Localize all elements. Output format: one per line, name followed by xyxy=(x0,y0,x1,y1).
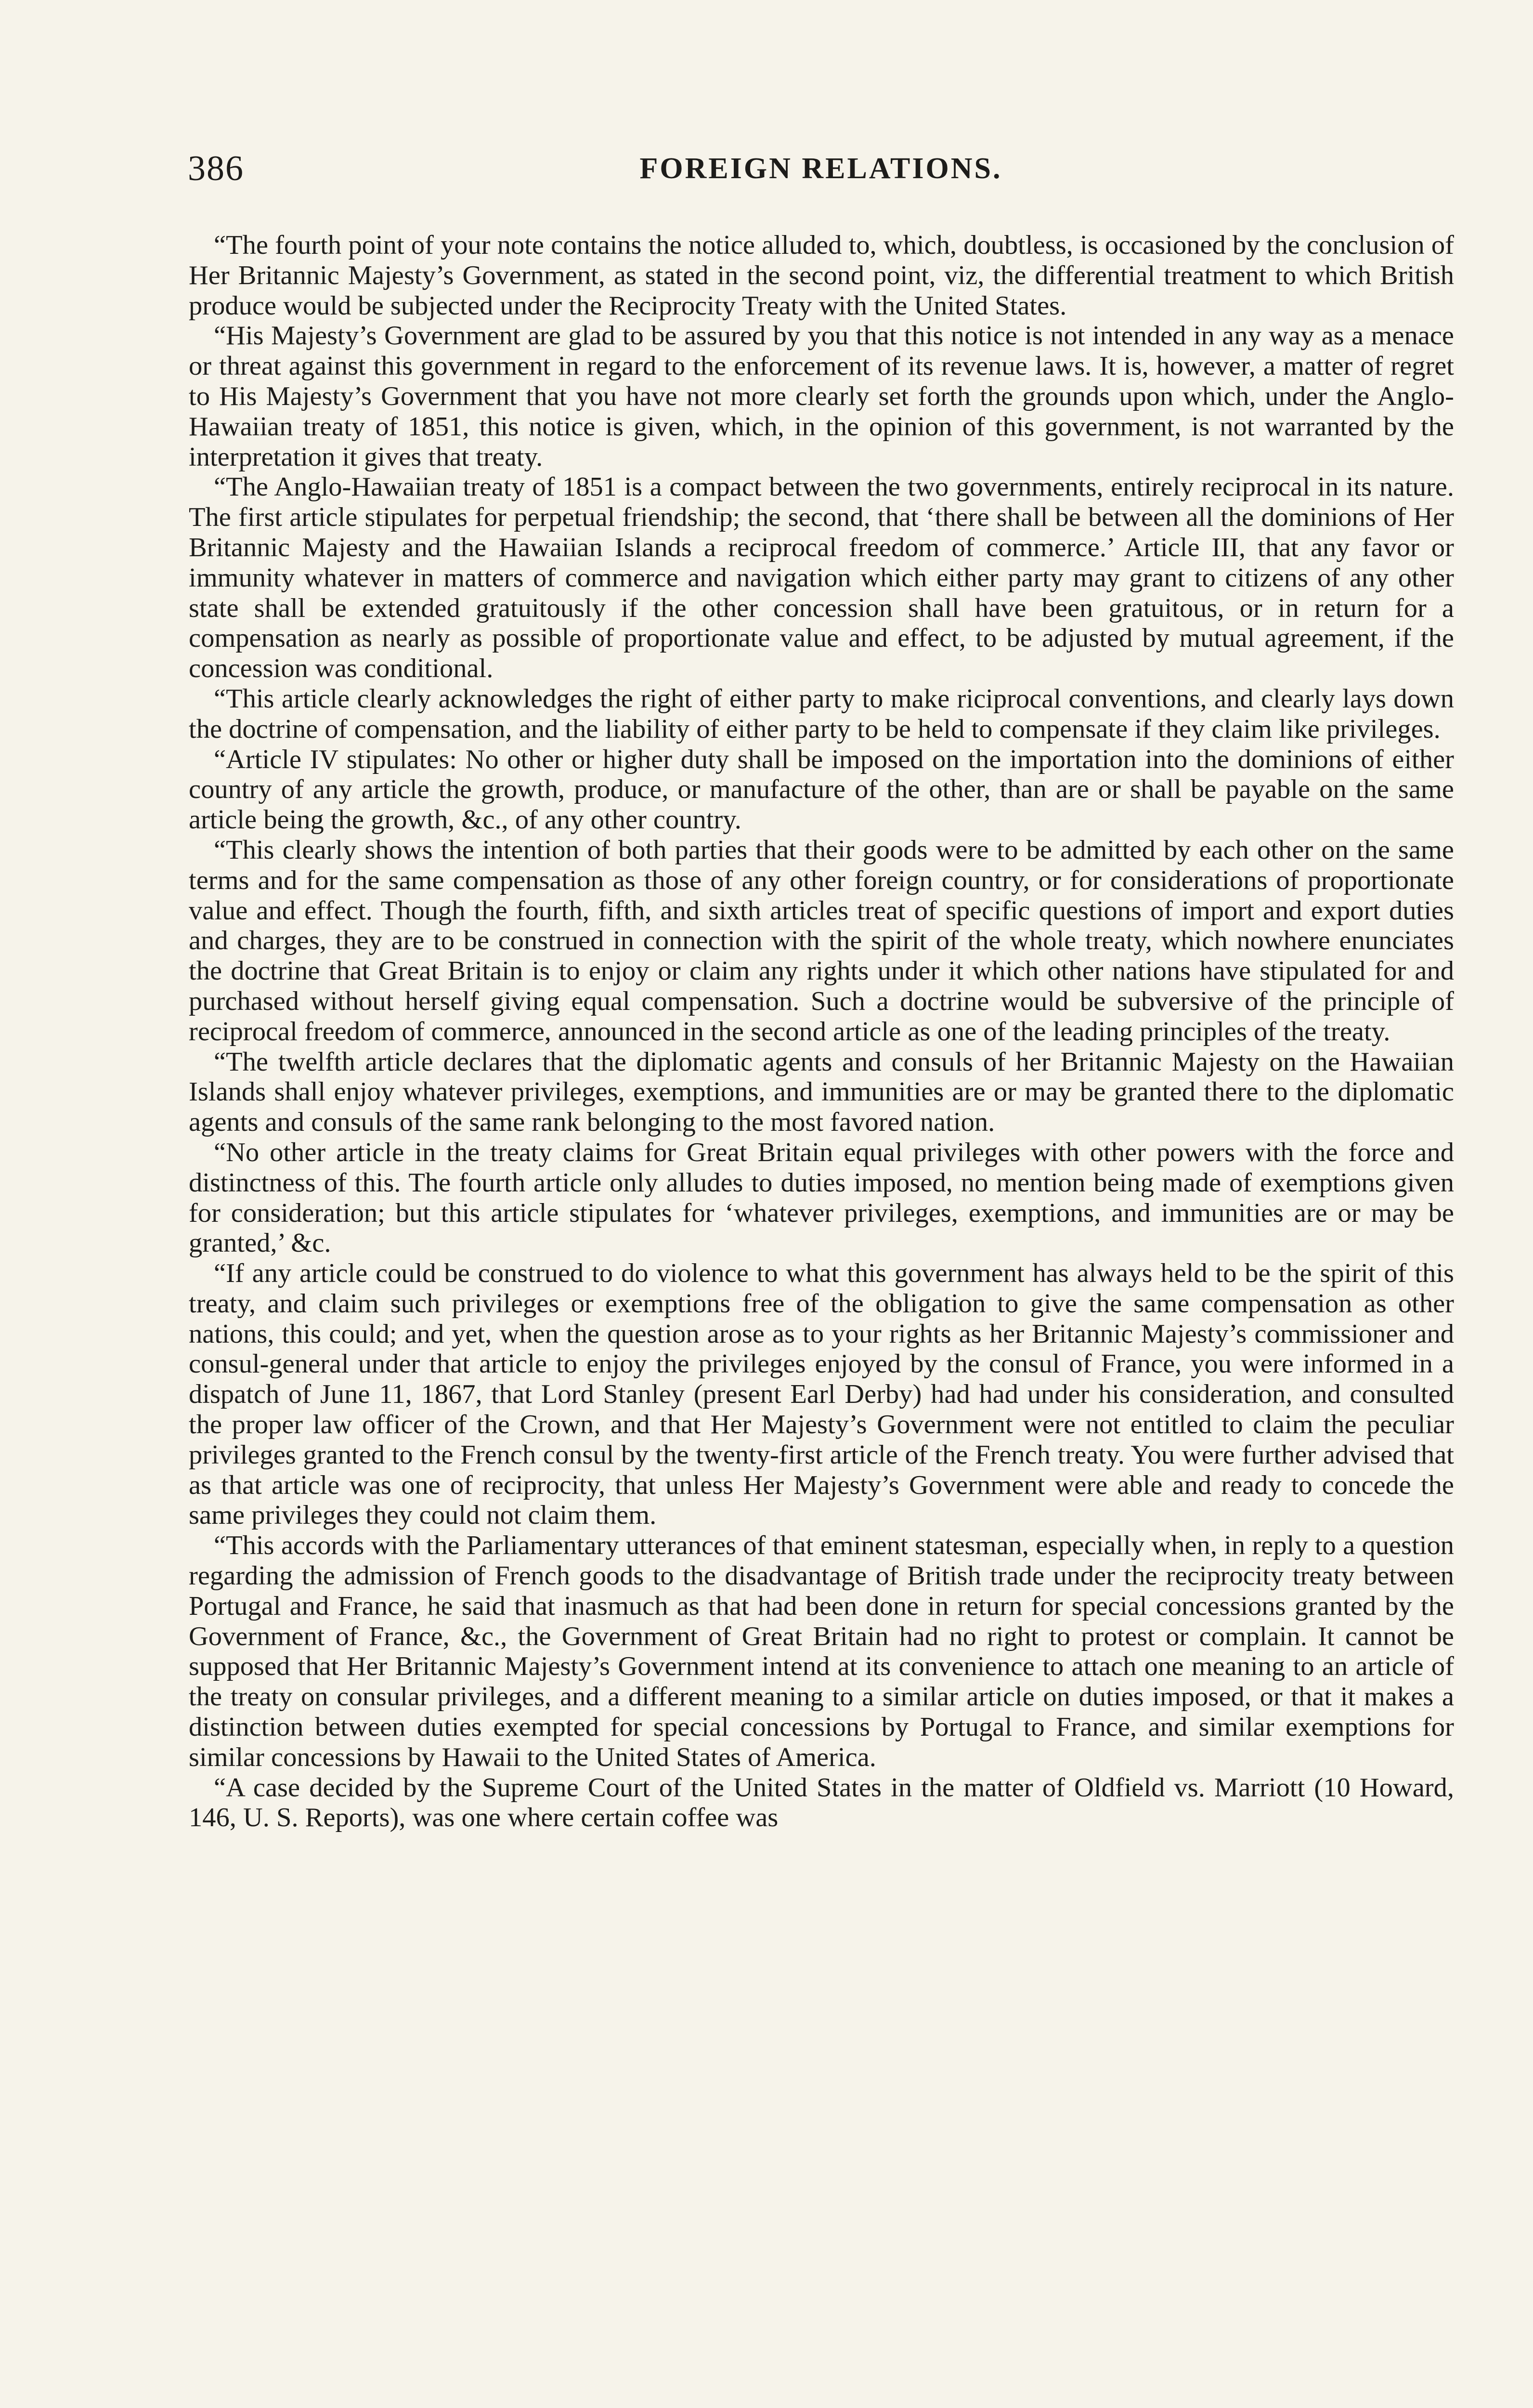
paragraph: “No other article in the treaty claims for Great Britain equal privileges with other powers with the force and distinctness of this. The fourth article only alludes to duties imposed, no mention being made of exemptions given for consideration; but this article stipulates for ‘whatever privileges, exemptions, and immunities are or may be granted,’ &c. xyxy=(189,1137,1454,1258)
paragraph: “This clearly shows the intention of both parties that their goods were to be admitted by each other on the same terms and for the same compensation as those of any other foreign country, or for considerations of proportionate value and effect. Though the fourth, fifth, and sixth articles treat of specific questions of import and export duties and charges, they are to be construed in connection with the spirit of the whole treaty, which nowhere enunciates the doctrine that Great Britain is to enjoy or claim any rights under it which other nations have stipulated for and purchased without herself giving equal compensation. Such a doctrine would be subversive of the principle of reciprocal freedom of commerce, announced in the second article as one of the leading principles of the treaty. xyxy=(189,835,1454,1047)
paragraph: “The Anglo-Hawaiian treaty of 1851 is a compact between the two governments, entirely reciprocal in its nature. The first article stipulates for perpetual friendship; the second, that ‘there shall be between all the dominions of Her Britannic Majesty and the Hawaiian Islands a reciprocal freedom of commerce.’ Article III, that any favor or immunity whatever in matters of commerce and navigation which either party may grant to citizens of any other state shall be extended gratuitously if the other concession shall have been gratuitous, or in return for a compensation as nearly as possible of proportionate value and effect, to be adjusted by mutual agreement, if the concession was conditional. xyxy=(189,472,1454,684)
paragraph: “The twelfth article declares that the diplomatic agents and consuls of her Britannic Majesty on the Hawaiian Islands shall enjoy whatever privileges, exemptions, and immunities are or may be granted there to the diplomatic agents and consuls of the same rank belonging to the most favored nation. xyxy=(189,1047,1454,1138)
running-title: FOREIGN RELATIONS. xyxy=(639,152,1002,185)
paragraph: “A case decided by the Supreme Court of the United States in the matter of Oldfield vs. Marriott (10 Howard, 146, U. S. Reports), was one where certain coffee was xyxy=(189,1772,1454,1833)
paragraph: “This accords with the Parliamentary utterances of that eminent statesman, especially when, in reply to a question regarding the admission of French goods to the disadvantage of British trade under the reciprocity treaty between Portugal and France, he said that inasmuch as that had been done in return for special concessions granted by the Government of France, &c., the Government of Great Britain had no right to protest or complain. It cannot be supposed that Her Britannic Majesty’s Government intend at its convenience to attach one meaning to an article of the treaty on consular privileges, and a different meaning to a similar article on duties imposed, or that it makes a distinction between duties exempted for special concessions by Portugal to France, and similar exemptions for similar concessions by Hawaii to the United States of America. xyxy=(189,1531,1454,1772)
paragraph: “If any article could be construed to do violence to what this government has always held to be the spirit of this treaty, and claim such privileges or exemptions free of the obligation to give the same compensation as other nations, this could; and yet, when the question arose as to your rights as her Britannic Majesty’s commissioner and consul-general under that article to enjoy the privileges enjoyed by the consul of France, you were informed in a dispatch of June 11, 1867, that Lord Stanley (present Earl Derby) had had under his consideration, and consulted the proper law officer of the Crown, and that Her Majesty’s Government were not entitled to claim the peculiar privileges granted to the French consul by the twenty-first article of the French treaty. You were further advised that as that article was one of reciprocity, that unless Her Majesty’s Government were able and ready to concede the same privileges they could not claim them. xyxy=(189,1258,1454,1531)
paragraph: “The fourth point of your note contains the notice alluded to, which, doubtless, is occasioned by the conclusion of Her Britannic Majesty’s Government, as stated in the second point, viz, the differential treatment to which British produce would be subjected under the Reciprocity Treaty with the United States. xyxy=(189,230,1454,321)
paragraph: “Article IV stipulates: No other or higher duty shall be imposed on the importation into the dominions of either country of any article the growth, produce, or manufacture of the other, than are or shall be payable on the same article being the growth, &c., of any other country. xyxy=(189,744,1454,835)
paragraph: “This article clearly acknowledges the right of either party to make riciprocal conventions, and clearly lays down the doctrine of compensation, and the liability of either party to be held to compensate if they claim like privileges. xyxy=(189,683,1454,744)
body-text xyxy=(189,230,1454,1833)
page-header xyxy=(188,147,1454,190)
page-number: 386 xyxy=(188,149,244,188)
paragraph: “His Majesty’s Government are glad to be assured by you that this notice is not intended in any way as a menace or threat against this government in regard to the enforcement of its revenue laws. It is, however, a matter of regret to His Majesty’s Government that you have not more clearly set forth the grounds upon which, under the Anglo-Hawaiian treaty of 1851, this notice is given, which, in the opinion of this government, is not warranted by the interpretation it gives that treaty. xyxy=(189,321,1454,472)
